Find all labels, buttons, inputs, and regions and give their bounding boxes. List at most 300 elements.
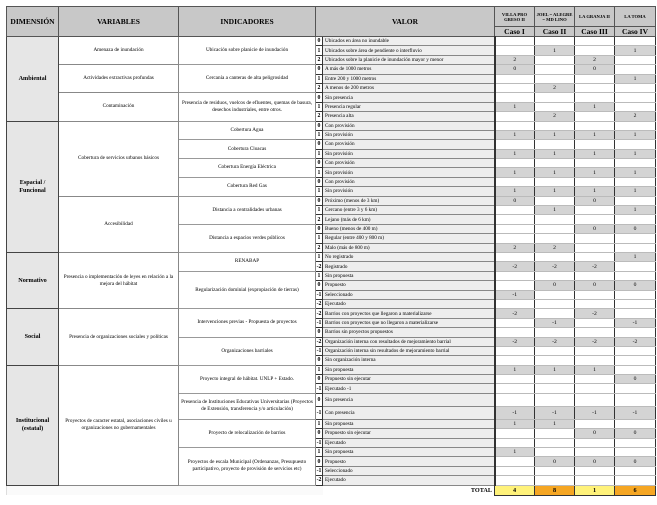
case-2-score [535,384,575,393]
case-4-score [615,271,656,280]
case-2-score: 0 [535,281,575,290]
case-3-score [575,318,615,327]
indicator-cell: Cobertura Energía Eléctrica [179,159,316,178]
case-1-score [495,384,535,393]
indicator-cell: Distancia a centralidades urbanas [179,196,316,224]
scoring-table-sheet [6,6,656,496]
value-description: Propuesto [323,457,495,466]
case-1-score: 1 [495,365,535,374]
case-1-score [495,121,535,130]
case-1-score [495,281,535,290]
score-value: 0 [316,281,323,290]
value-description: Sin provisión [323,130,495,139]
score-value: 0 [316,356,323,365]
case-3-score [575,384,615,393]
dimension-cell: Institucional (estatal) [7,365,59,485]
case-3-score: 0 [575,457,615,466]
case-1-score [495,476,535,485]
case-1-score [495,438,535,447]
case-3-score [575,74,615,83]
case-3-score: 1 [575,130,615,139]
case-2-score [535,309,575,318]
case-2-score [535,476,575,485]
score-value: 1 [316,365,323,374]
case-2-score: -2 [535,337,575,346]
case-2-score [535,121,575,130]
indicator-cell: Ubicación sobre planicie de inundación [179,37,316,65]
case-4-score [615,83,656,92]
case-1-score [495,356,535,365]
total-case-2: 8 [535,485,575,495]
case-2-score [535,196,575,205]
header-indicadores: INDICADORES [179,7,316,37]
case-2-score: 2 [535,243,575,252]
case-1-label: Caso I [495,27,535,37]
score-value: 1 [316,168,323,177]
total-case-3: 1 [575,485,615,495]
case-2-score [535,93,575,102]
value-description: Presencia regular [323,102,495,111]
total-label: TOTAL [323,485,495,495]
case-3-score: 1 [575,149,615,158]
indicator-cell: Cobertura Red Gas [179,177,316,196]
case-1-score [495,93,535,102]
scoring-table [6,6,656,496]
case-3-score [575,393,615,406]
score-value: 0 [316,177,323,186]
case-1-score: 1 [495,102,535,111]
case-1-score [495,112,535,121]
indicator-cell: Proyecto de relocalización de barrios [179,419,316,447]
case-1-score [495,215,535,224]
case-4-score: 0 [615,375,656,384]
case-4-score: 1 [615,187,656,196]
case-3-score: -2 [575,262,615,271]
case-4-score: 1 [615,46,656,55]
case-3-score [575,328,615,337]
case-4-score: 0 [615,457,656,466]
total-blank [7,485,323,495]
case-1-score: -1 [495,406,535,419]
variable-cell: Contaminación [59,93,179,121]
case-2-score [535,328,575,337]
case-1-score [495,346,535,355]
value-description: Con presencia [323,406,495,419]
value-description: Ejecutado -1 [323,384,495,393]
case-4-score [615,466,656,475]
value-description: A menos de 200 metros [323,83,495,92]
score-value: -1 [316,406,323,419]
indicator-cell: Presencia de residuos, vuelcos de efluentes, quemas de basura, desechos industriales, entre otros. [179,93,316,121]
case-2-score [535,356,575,365]
case-3-score: 1 [575,365,615,374]
table-row [7,93,656,102]
score-value: 0 [316,393,323,406]
value-description: Sin provisión [323,187,495,196]
case-2-score: -2 [535,262,575,271]
case-4-score: -1 [615,406,656,419]
case-2-score [535,375,575,384]
indicator-cell: Regularización dominial (expropiación de tierras) [179,271,316,309]
case-3-score [575,112,615,121]
case-1-score: -1 [495,290,535,299]
value-description: Ubicados en área no inundable [323,37,495,46]
case-4-score: 1 [615,74,656,83]
case-2-score [535,290,575,299]
case-1-score [495,177,535,186]
case-2-score [535,37,575,46]
score-value: -1 [316,348,322,355]
variable-cell: Accesibilidad [59,196,179,252]
case-4-score [615,476,656,485]
case-1-score [495,318,535,327]
case-3-score [575,93,615,102]
case-1-score [495,457,535,466]
case-4-score: 0 [615,429,656,438]
case-2-score [535,224,575,233]
case-1-score [495,466,535,475]
score-value: 0 [316,140,323,149]
score-value: 1 [316,419,323,428]
value-description: Con provisión [323,140,495,149]
case-2-score [535,448,575,457]
value-description: Seleccionado [323,290,495,299]
case-2-score [535,466,575,475]
indicator-cell: Cercanía a canteras de alta peligrosidad [179,65,316,93]
case-2-score: 1 [535,419,575,428]
case-4-score: -2 [615,337,656,346]
table-row [7,65,656,74]
case-1-score [495,46,535,55]
value-description: Regular (entre 400 y 800 m) [323,234,495,243]
score-value: 0 [316,375,323,384]
score-value: 0 [316,121,323,130]
case-4-score: 1 [615,252,656,261]
case-3-score [575,356,615,365]
table-row [7,252,656,261]
score-value: -2 [316,338,322,345]
case-4-score [615,243,656,252]
value-description: Barrios con proyectos que llegaron a materializarse [323,309,495,318]
case-2-score [535,74,575,83]
value-description: Sin organización interna [323,356,495,365]
value-description: Organización interna con resultados de mejoramiento barrial [323,337,495,346]
score-value: 1 [316,187,323,196]
value-description: Propuesto [323,281,495,290]
case-4-name: LA TOMA [615,7,656,27]
value-description: Ejecutado [323,299,495,308]
case-2-score [535,234,575,243]
dimension-cell: Social [7,309,59,365]
value-description: Sin provisión [323,168,495,177]
case-2-score [535,102,575,111]
case-2-score: 1 [535,365,575,374]
case-1-score [495,37,535,46]
case-4-score [615,384,656,393]
case-4-score [615,37,656,46]
case-1-score [495,299,535,308]
case-4-score [615,448,656,457]
case-3-score: -1 [575,406,615,419]
case-2-label: Caso II [535,27,575,37]
indicator-cell: Distancia a espacios verdes públicos [179,224,316,252]
case-3-score [575,234,615,243]
case-1-score: -2 [495,309,535,318]
score-value: -2 [316,477,322,484]
value-description: Entre 200 y 1000 metros [323,74,495,83]
value-description: Próximo (menos de 3 km) [323,196,495,205]
score-value: 0 [316,328,323,337]
case-1-score: 1 [495,187,535,196]
value-description: A más de 1000 metros [323,65,495,74]
case-4-score [615,438,656,447]
case-4-score [615,290,656,299]
case-3-score [575,476,615,485]
case-4-score: 0 [615,281,656,290]
case-2-score [535,55,575,64]
value-description: Sin propuesta [323,419,495,428]
score-value: 1 [316,271,323,280]
case-1-score [495,224,535,233]
header-variables: VARIABLES [59,7,179,37]
score-value: 2 [316,215,323,224]
case-1-score [495,159,535,168]
case-1-score [495,206,535,215]
value-description: Propuesto sin ejecutar [323,375,495,384]
value-description: Sin presencia [323,93,495,102]
case-4-score [615,140,656,149]
case-4-score [615,55,656,64]
dimension-cell: Ambiental [7,37,59,122]
case-1-score [495,252,535,261]
score-value: 0 [316,196,323,205]
case-4-score [615,234,656,243]
total-case-1: 4 [495,485,535,495]
case-4-score [615,365,656,374]
value-description: Organización interna sin resultados de mejoramiento barrial [323,346,495,355]
table-body [7,37,656,486]
case-3-score [575,290,615,299]
case-2-score [535,177,575,186]
case-3-score: 0 [575,65,615,74]
score-value: 1 [316,102,323,111]
case-3-score [575,206,615,215]
case-2-score [535,438,575,447]
case-3-score: 0 [575,196,615,205]
variable-cell: Cobertura de servicios urbanos básicos [59,121,179,196]
case-1-score: 1 [495,149,535,158]
case-4-score: 1 [615,130,656,139]
case-1-score: 1 [495,448,535,457]
case-2-score: -1 [535,406,575,419]
case-2-score [535,140,575,149]
case-1-score: 2 [495,55,535,64]
score-value: -1 [316,385,322,392]
case-1-score [495,328,535,337]
score-value: 1 [316,46,323,55]
score-value: 0 [316,159,323,168]
score-value: 1 [316,206,323,215]
indicator-cell: RENABAP [179,252,316,271]
value-description: Sin propuesta [323,448,495,457]
case-3-score: 1 [575,187,615,196]
case-2-score [535,65,575,74]
indicator-cell: Intervenciones previas - Propuesta de proyectos [179,309,316,337]
score-value: 2 [316,112,323,121]
case-1-score: 0 [495,196,535,205]
case-3-score [575,215,615,224]
case-4-score: -1 [615,318,656,327]
case-4-score: 1 [615,168,656,177]
case-4-score [615,102,656,111]
case-1-name: VILLA PRO GRESO II [495,7,535,27]
score-value: 2 [316,55,323,64]
case-1-score [495,140,535,149]
case-4-score [615,121,656,130]
case-4-score [615,65,656,74]
indicator-cell: Proyectos de escala Municipal (Ordenanzas, Presupuesto participativo, proyecto de provisión de servicios etc) [179,448,316,486]
value-description: Sin propuesta [323,271,495,280]
case-3-score [575,83,615,92]
case-3-score [575,375,615,384]
score-value: 1 [316,234,323,243]
case-4-score [615,196,656,205]
case-4-score [615,93,656,102]
table-row [7,196,656,205]
score-value: 0 [316,429,323,438]
score-value: 0 [316,93,323,102]
score-value: 1 [316,130,323,139]
case-3-score [575,121,615,130]
value-description: No registrado [323,252,495,261]
case-3-score: 1 [575,168,615,177]
case-3-score: 0 [575,224,615,233]
case-1-score: 2 [495,243,535,252]
value-description: Ejecutado [323,476,495,485]
score-value: -1 [316,467,322,474]
score-value: 0 [316,224,323,233]
case-3-name: LA GRANJA II [575,7,615,27]
case-1-score: -2 [495,262,535,271]
case-3-score [575,346,615,355]
value-description: Con provisión [323,159,495,168]
case-2-score: 1 [535,168,575,177]
case-2-score [535,429,575,438]
case-2-score: 1 [535,206,575,215]
case-4-score: 1 [615,149,656,158]
value-description: Malo (más de 800 m) [323,243,495,252]
case-2-score [535,215,575,224]
value-description: Seleccionado [323,466,495,475]
case-3-score [575,438,615,447]
score-value: -1 [316,319,322,326]
indicator-cell: Cobertura Agua [179,121,316,140]
case-1-score [495,429,535,438]
case-1-score [495,74,535,83]
case-3-score [575,243,615,252]
case-2-score [535,252,575,261]
score-value: 0 [316,65,323,74]
total-row [7,485,656,495]
score-value: 2 [316,243,323,252]
case-3-score: 2 [575,55,615,64]
case-3-score [575,252,615,261]
case-2-score: 1 [535,149,575,158]
case-1-score [495,271,535,280]
case-1-score [495,393,535,406]
variable-cell: Actividades extractivas profundas [59,65,179,93]
value-description: Registrado [323,262,495,271]
score-value: 1 [316,448,323,457]
case-4-score [615,159,656,168]
table-row [7,121,656,130]
table-row [7,365,656,374]
case-3-score [575,140,615,149]
case-2-name: JOEL = ALEGRE = MD LINO [535,7,575,27]
score-value: 1 [316,252,323,261]
value-description: Ubicados sobre la planicie de inundación mayor y menor [323,55,495,64]
case-2-score [535,393,575,406]
case-2-score [535,271,575,280]
case-3-score [575,46,615,55]
score-value: 0 [316,457,323,466]
score-value: 1 [316,74,323,83]
variable-cell: Presencia de organizaciones sociales y políticas [59,309,179,365]
case-2-score: 0 [535,457,575,466]
case-1-score [495,375,535,384]
indicator-cell: Proyecto integral de hábitat. UNLP + Estado. [179,365,316,393]
case-4-score: 1 [615,206,656,215]
value-description: Sin provisión [323,149,495,158]
value-description: Con provisión [323,177,495,186]
case-1-score: 1 [495,419,535,428]
value-description: Presencia alta [323,112,495,121]
dimension-cell: Espacial / Funcional [7,121,59,252]
case-3-label: Caso III [575,27,615,37]
case-1-score: -2 [495,337,535,346]
case-4-score [615,346,656,355]
case-3-score [575,299,615,308]
case-3-score: -2 [575,337,615,346]
case-2-score: 1 [535,130,575,139]
case-4-score [615,309,656,318]
case-4-score [615,393,656,406]
score-value: -2 [316,301,322,308]
value-description: Barrios sin proyectos propuestos [323,328,495,337]
total-case-4: 6 [615,485,656,495]
case-4-score [615,299,656,308]
case-4-score [615,215,656,224]
case-4-score [615,419,656,428]
header-valor: VALOR [316,7,495,37]
variable-cell: Proyectos de caracter estatal, asociaciones civiles u organizaciones no gubernamentales [59,365,179,485]
value-description: Propuesto sin ejecutar [323,429,495,438]
case-3-score [575,466,615,475]
case-2-score: 1 [535,46,575,55]
case-1-score: 0 [495,65,535,74]
case-3-score [575,419,615,428]
case-1-score: 1 [495,130,535,139]
case-3-score: 0 [575,281,615,290]
score-value: -1 [316,291,322,298]
case-2-score: 2 [535,83,575,92]
value-description: Sin propuesta [323,365,495,374]
case-3-score: 1 [575,102,615,111]
case-4-score [615,177,656,186]
score-value: -2 [316,310,322,317]
value-description: Lejano (más de 6 km) [323,215,495,224]
case-3-score [575,448,615,457]
